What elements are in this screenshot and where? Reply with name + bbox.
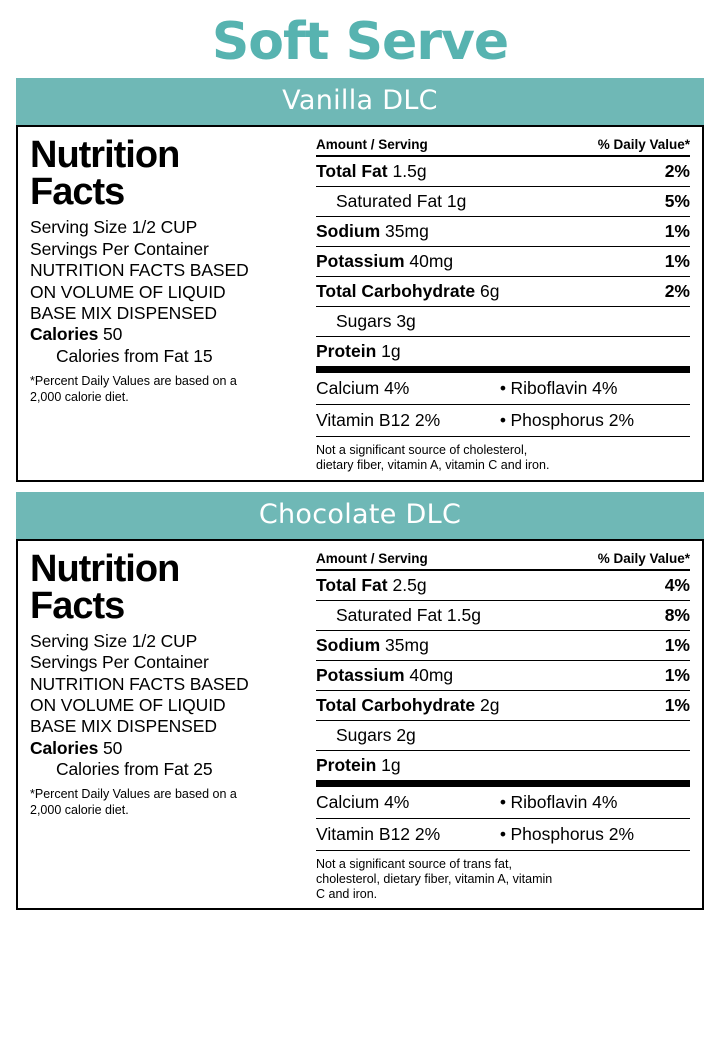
column-header-amount: Amount / Serving (316, 550, 428, 566)
vitamin-right: Riboflavin 4% (510, 791, 618, 812)
column-header-amount: Amount / Serving (316, 137, 428, 152)
nutrient-amount: 1g (446, 191, 467, 211)
table-row (316, 571, 690, 600)
calories-from-fat: Calories from Fat 25 (56, 759, 213, 780)
nutrition-label-vanilla (16, 125, 704, 482)
footnote-line-1: *Percent Daily Values are based on a (30, 787, 237, 802)
nutrient-name: Potassium (316, 251, 405, 271)
vitamin-right: Phosphorus 2% (510, 410, 635, 430)
basis-line-1: NUTRITION FACTS BASED (30, 260, 249, 281)
nutrition-panel-vanilla (16, 78, 704, 482)
nutrient-name: Sugars (336, 724, 392, 745)
panel-header-vanilla: Vanilla DLC (16, 78, 704, 125)
divider-thick (316, 780, 690, 787)
nutrient-dv: 5% (664, 191, 690, 211)
nutrient-name: Sodium (316, 634, 381, 655)
nutrition-facts-title (30, 547, 296, 627)
nutrient-name: Total Fat (316, 161, 388, 181)
basis-line-3: BASE MIX DISPENSED (30, 302, 217, 323)
bottom-note-line-3: C and iron. (316, 887, 378, 901)
calories-value: 50 (103, 324, 123, 345)
daily-value-footnote (30, 787, 296, 818)
vitamin-row (316, 819, 690, 850)
nutrient-name: Saturated Fat (336, 604, 443, 625)
table-row (316, 157, 690, 186)
nutrient-dv: 1% (664, 694, 690, 715)
bottom-note-line-1: Not a significant source of trans fat, (316, 856, 512, 871)
servings-per-container: Servings Per Container (30, 652, 209, 673)
nutrient-dv: 1% (664, 221, 690, 241)
basis-line-3: BASE MIX DISPENSED (30, 716, 217, 737)
nutrient-amount: 1.5g (446, 604, 481, 625)
nutrient-dv: 2% (664, 161, 690, 181)
bullet-icon: • (499, 823, 507, 844)
nutrient-amount: 40mg (409, 664, 454, 685)
nutrition-facts-title-line2: Facts (30, 584, 125, 627)
nutrient-name: Total Carbohydrate (316, 281, 476, 301)
vitamin-right: Riboflavin 4% (510, 378, 618, 398)
label-right-column (306, 127, 702, 480)
servings-per-container: Servings Per Container (30, 238, 209, 259)
vitamin-left: Vitamin B12 2% (316, 823, 441, 844)
column-header-daily-value: % Daily Value* (597, 137, 690, 152)
table-row (316, 217, 690, 246)
basis-line-2: ON VOLUME OF LIQUID (30, 281, 226, 302)
page-title: Soft Serve (211, 12, 509, 72)
nutrient-name: Protein (316, 341, 377, 361)
nutrient-dv: 1% (664, 251, 690, 271)
nutrient-amount: 1g (381, 341, 401, 361)
nutrient-amount: 40mg (409, 251, 454, 271)
serving-size: Serving Size 1/2 CUP (30, 630, 198, 651)
bullet-icon: • (499, 410, 507, 430)
vitamin-row (316, 787, 690, 818)
table-row (316, 247, 690, 276)
bullet-icon: • (499, 791, 507, 812)
nutrient-amount: 6g (480, 281, 500, 301)
nutrient-name: Sugars (336, 311, 392, 331)
nutrient-amount: 1.5g (392, 161, 427, 181)
nutrient-amount: 1g (381, 754, 401, 775)
table-row (316, 631, 690, 660)
nutrient-dv: 8% (664, 604, 690, 625)
serving-size: Serving Size 1/2 CUP (30, 217, 198, 238)
calories-line (30, 738, 296, 759)
nutrient-name: Total Carbohydrate (316, 694, 476, 715)
nutrient-amount: 2g (480, 694, 500, 715)
table-row (316, 307, 690, 336)
basis-line-1: NUTRITION FACTS BASED (30, 673, 249, 694)
nutrient-name: Total Fat (316, 574, 388, 595)
table-row (316, 691, 690, 720)
column-headers (316, 551, 690, 569)
column-header-daily-value: % Daily Value* (597, 550, 690, 566)
nutrient-amount: 35mg (385, 634, 429, 655)
bottom-note-line-2: cholesterol, dietary fiber, vitamin A, vitamin (316, 871, 553, 886)
footnote-line-2: 2,000 calorie diet. (30, 389, 129, 404)
nutrition-facts-title-line1: Nutrition (30, 134, 180, 176)
nutrient-dv: 2% (664, 281, 690, 301)
table-row (316, 721, 690, 750)
table-row (316, 337, 690, 366)
table-row (316, 277, 690, 306)
vitamin-row (316, 405, 690, 436)
footnote-line-1: *Percent Daily Values are based on a (30, 373, 237, 388)
bottom-note-line-2: dietary fiber, vitamin A, vitamin C and iron. (316, 458, 550, 473)
table-row (316, 601, 690, 630)
calories-line (30, 324, 296, 345)
nutrient-amount: 2g (396, 724, 416, 745)
vitamin-left: Calcium 4% (316, 378, 410, 398)
nutrient-name: Protein (316, 754, 377, 775)
nutrient-name: Saturated Fat (336, 191, 443, 211)
nutrition-facts-title (30, 134, 296, 214)
nutrient-name: Sodium (316, 221, 381, 241)
column-headers (316, 137, 690, 155)
table-row (316, 187, 690, 216)
basis-line-2: ON VOLUME OF LIQUID (30, 695, 226, 715)
divider-thick (316, 366, 690, 373)
calories-value: 50 (103, 737, 123, 758)
bottom-note (316, 851, 690, 903)
nutrient-amount: 2.5g (392, 574, 427, 595)
nutrition-facts-title-line2: Facts (30, 171, 125, 214)
vitamin-left: Vitamin B12 2% (316, 410, 441, 430)
nutrient-dv: 1% (664, 634, 690, 655)
nutrient-dv: 4% (664, 574, 690, 595)
bottom-note-line-1: Not a significant source of cholesterol, (316, 443, 528, 457)
table-row (316, 661, 690, 690)
table-row (316, 751, 690, 780)
daily-value-footnote (30, 374, 296, 405)
vitamin-left: Calcium 4% (316, 791, 410, 812)
label-left-column (18, 541, 306, 909)
nutrient-name: Potassium (316, 664, 405, 685)
nutrition-facts-title-line1: Nutrition (30, 547, 180, 590)
label-left-column (18, 127, 306, 480)
label-right-column (306, 541, 702, 909)
vitamin-row (316, 373, 690, 404)
calories-label: Calories (30, 737, 99, 758)
nutrient-amount: 35mg (385, 221, 429, 241)
vitamin-right: Phosphorus 2% (510, 823, 635, 844)
calories-from-fat: Calories from Fat 15 (56, 345, 213, 366)
bottom-note (316, 437, 690, 474)
bullet-icon: • (499, 378, 507, 398)
nutrition-label-chocolate (16, 539, 704, 911)
nutrition-panel-chocolate (16, 492, 704, 911)
panel-header-chocolate: Chocolate DLC (16, 492, 704, 539)
nutrient-dv: 1% (664, 664, 690, 685)
footnote-line-2: 2,000 calorie diet. (30, 803, 129, 817)
calories-label: Calories (30, 324, 99, 345)
nutrient-amount: 3g (396, 311, 416, 331)
